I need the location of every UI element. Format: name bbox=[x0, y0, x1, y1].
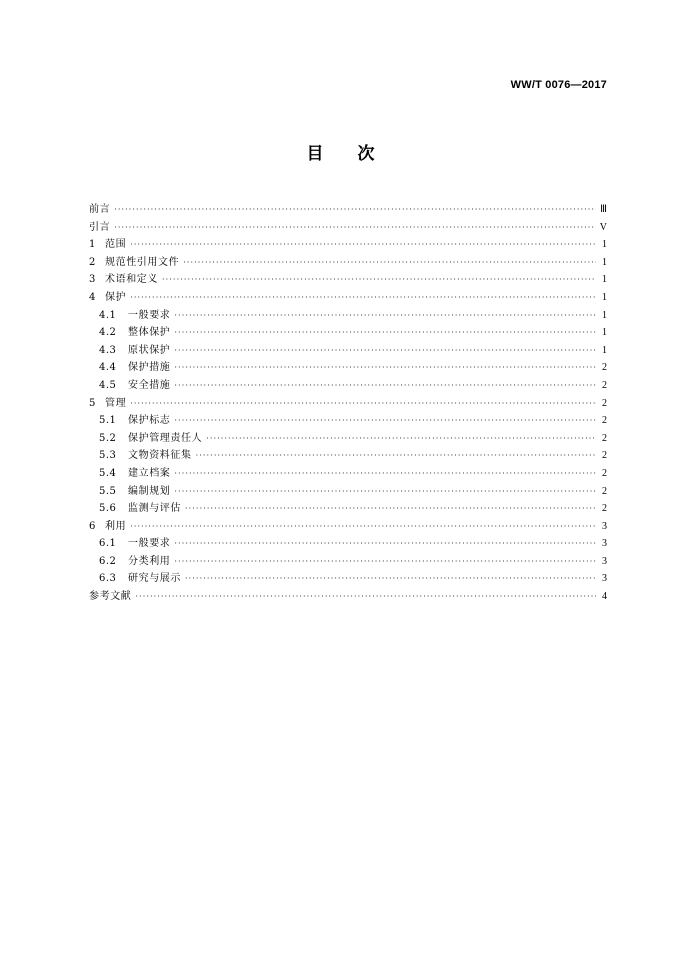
toc-entry[interactable] bbox=[89, 430, 607, 448]
toc-entry-label: 术语和定义 bbox=[105, 274, 158, 286]
toc-entry[interactable] bbox=[89, 500, 607, 518]
toc-entry-number: 4.5 bbox=[99, 379, 117, 391]
dot-leader bbox=[130, 395, 596, 413]
toc-entry-page: 1 bbox=[602, 274, 607, 286]
dot-leader bbox=[174, 412, 596, 430]
toc-entry-number: 5.4 bbox=[99, 467, 117, 479]
toc-title bbox=[0, 139, 681, 164]
toc-entry-page: V bbox=[599, 221, 607, 233]
toc-entry-number: 1 bbox=[89, 239, 96, 251]
toc-entry-page: 1 bbox=[602, 327, 607, 339]
toc-entry[interactable] bbox=[89, 289, 607, 307]
toc-entry-number: 6.3 bbox=[99, 573, 117, 585]
toc-entry-number: 5.3 bbox=[99, 450, 117, 462]
dot-leader bbox=[185, 570, 596, 588]
dot-leader bbox=[196, 447, 596, 465]
toc-entry-label: 保护标志 bbox=[128, 415, 171, 427]
toc-entry-label: 引言 bbox=[89, 221, 111, 233]
toc-entry[interactable] bbox=[89, 342, 607, 360]
toc-entry-label: 利用 bbox=[105, 520, 127, 532]
toc-entry[interactable] bbox=[89, 395, 607, 413]
toc-entry-label: 保护措施 bbox=[128, 362, 171, 374]
toc-entry[interactable] bbox=[89, 254, 607, 272]
toc-entry-label: 原状保护 bbox=[128, 344, 171, 356]
toc-entry-number: 6.2 bbox=[99, 555, 117, 567]
dot-leader bbox=[185, 500, 596, 518]
toc-entry[interactable] bbox=[89, 553, 607, 571]
toc-title-char-2: 次 bbox=[357, 144, 375, 164]
dot-leader bbox=[162, 271, 596, 289]
toc-entry[interactable] bbox=[89, 518, 607, 536]
toc-entry-page: 1 bbox=[602, 256, 607, 268]
dot-leader bbox=[114, 201, 596, 219]
toc-entry[interactable] bbox=[89, 324, 607, 342]
toc-entry-page: 1 bbox=[602, 344, 607, 356]
toc-entry-label: 范围 bbox=[105, 239, 127, 251]
toc-entry-page: 2 bbox=[602, 503, 607, 515]
toc-entry[interactable] bbox=[89, 271, 607, 289]
dot-leader bbox=[174, 553, 596, 571]
toc-entry-number: 4.3 bbox=[99, 344, 117, 356]
dot-leader bbox=[135, 588, 596, 606]
toc-entry-page: 2 bbox=[602, 397, 607, 409]
toc-entry-page: 4 bbox=[602, 591, 607, 603]
toc-entry-page: 1 bbox=[602, 239, 607, 251]
toc-entry-number: 5.1 bbox=[99, 415, 117, 427]
toc-entry-number: 5.6 bbox=[99, 503, 117, 515]
toc-entry-page: 3 bbox=[602, 520, 607, 532]
toc-entry[interactable] bbox=[89, 483, 607, 501]
toc-entry-page: 2 bbox=[602, 362, 607, 374]
dot-leader bbox=[206, 430, 596, 448]
toc-entry[interactable] bbox=[89, 412, 607, 430]
dot-leader bbox=[183, 254, 596, 272]
toc-entry-page: 1 bbox=[602, 309, 607, 321]
toc-entry[interactable] bbox=[89, 359, 607, 377]
dot-leader bbox=[174, 342, 596, 360]
toc-entry[interactable] bbox=[89, 377, 607, 395]
toc-entry-page: Ⅲ bbox=[600, 204, 607, 215]
toc-entry-number: 5.2 bbox=[99, 432, 117, 444]
toc-entry[interactable] bbox=[89, 588, 607, 606]
dot-leader bbox=[174, 359, 596, 377]
toc-entry-label: 研究与展示 bbox=[128, 573, 181, 585]
dot-leader bbox=[174, 465, 596, 483]
toc-entry-page: 3 bbox=[602, 538, 607, 550]
toc-entry-number: 4.4 bbox=[99, 362, 117, 374]
toc-entry[interactable] bbox=[89, 236, 607, 254]
toc-entry-label: 整体保护 bbox=[128, 327, 171, 339]
toc-entry-label: 安全措施 bbox=[128, 379, 171, 391]
dot-leader bbox=[114, 219, 596, 237]
toc-entry-label: 文物资料征集 bbox=[128, 450, 192, 462]
dot-leader bbox=[130, 236, 596, 254]
toc-entry-page: 2 bbox=[602, 485, 607, 497]
toc-entry[interactable] bbox=[89, 570, 607, 588]
dot-leader bbox=[174, 324, 596, 342]
toc-entry[interactable] bbox=[89, 465, 607, 483]
toc-entry-page: 3 bbox=[602, 573, 607, 585]
toc-entry-number: 5.5 bbox=[99, 485, 117, 497]
toc-entry-label: 一般要求 bbox=[128, 538, 171, 550]
toc-entry-label: 一般要求 bbox=[128, 309, 171, 321]
toc-entry-number: 6.1 bbox=[99, 538, 117, 550]
table-of-contents bbox=[89, 201, 607, 606]
toc-entry-page: 2 bbox=[602, 450, 607, 462]
dot-leader bbox=[174, 307, 596, 325]
toc-title-char-1: 目 bbox=[306, 144, 324, 164]
toc-entry[interactable] bbox=[89, 219, 607, 237]
standard-code: WW/T 0076—2017 bbox=[510, 79, 607, 91]
toc-entry[interactable] bbox=[89, 447, 607, 465]
toc-entry-number: 5 bbox=[89, 397, 96, 409]
dot-leader bbox=[130, 289, 596, 307]
toc-entry-number: 6 bbox=[89, 520, 96, 532]
toc-entry-label: 规范性引用文件 bbox=[105, 256, 180, 268]
toc-entry-number: 4.2 bbox=[99, 327, 117, 339]
dot-leader bbox=[130, 518, 596, 536]
toc-entry-label: 监测与评估 bbox=[128, 503, 181, 515]
toc-entry-label: 保护管理责任人 bbox=[128, 432, 203, 444]
dot-leader bbox=[174, 535, 596, 553]
toc-entry[interactable] bbox=[89, 307, 607, 325]
toc-entry-label: 前言 bbox=[89, 204, 111, 215]
dot-leader bbox=[174, 377, 596, 395]
toc-entry-label: 保护 bbox=[105, 291, 127, 303]
toc-entry-page: 3 bbox=[602, 555, 607, 567]
toc-entry-number: 3 bbox=[89, 274, 96, 286]
toc-entry-number: 4 bbox=[89, 291, 96, 303]
toc-entry-label: 编制规划 bbox=[128, 485, 171, 497]
toc-entry-page: 2 bbox=[602, 379, 607, 391]
toc-entry-number: 2 bbox=[89, 256, 96, 268]
toc-entry-label: 管理 bbox=[105, 397, 127, 409]
toc-entry[interactable] bbox=[89, 201, 607, 219]
toc-entry-page: 2 bbox=[602, 467, 607, 479]
dot-leader bbox=[174, 483, 596, 501]
toc-entry-label: 分类利用 bbox=[128, 555, 171, 567]
toc-entry-page: 2 bbox=[602, 432, 607, 444]
toc-entry-number: 4.1 bbox=[99, 309, 117, 321]
toc-entry-label: 建立档案 bbox=[128, 467, 171, 479]
toc-entry-label: 参考文献 bbox=[89, 591, 132, 603]
toc-entry-page: 1 bbox=[602, 291, 607, 303]
toc-entry-page: 2 bbox=[602, 415, 607, 427]
toc-entry[interactable] bbox=[89, 535, 607, 553]
